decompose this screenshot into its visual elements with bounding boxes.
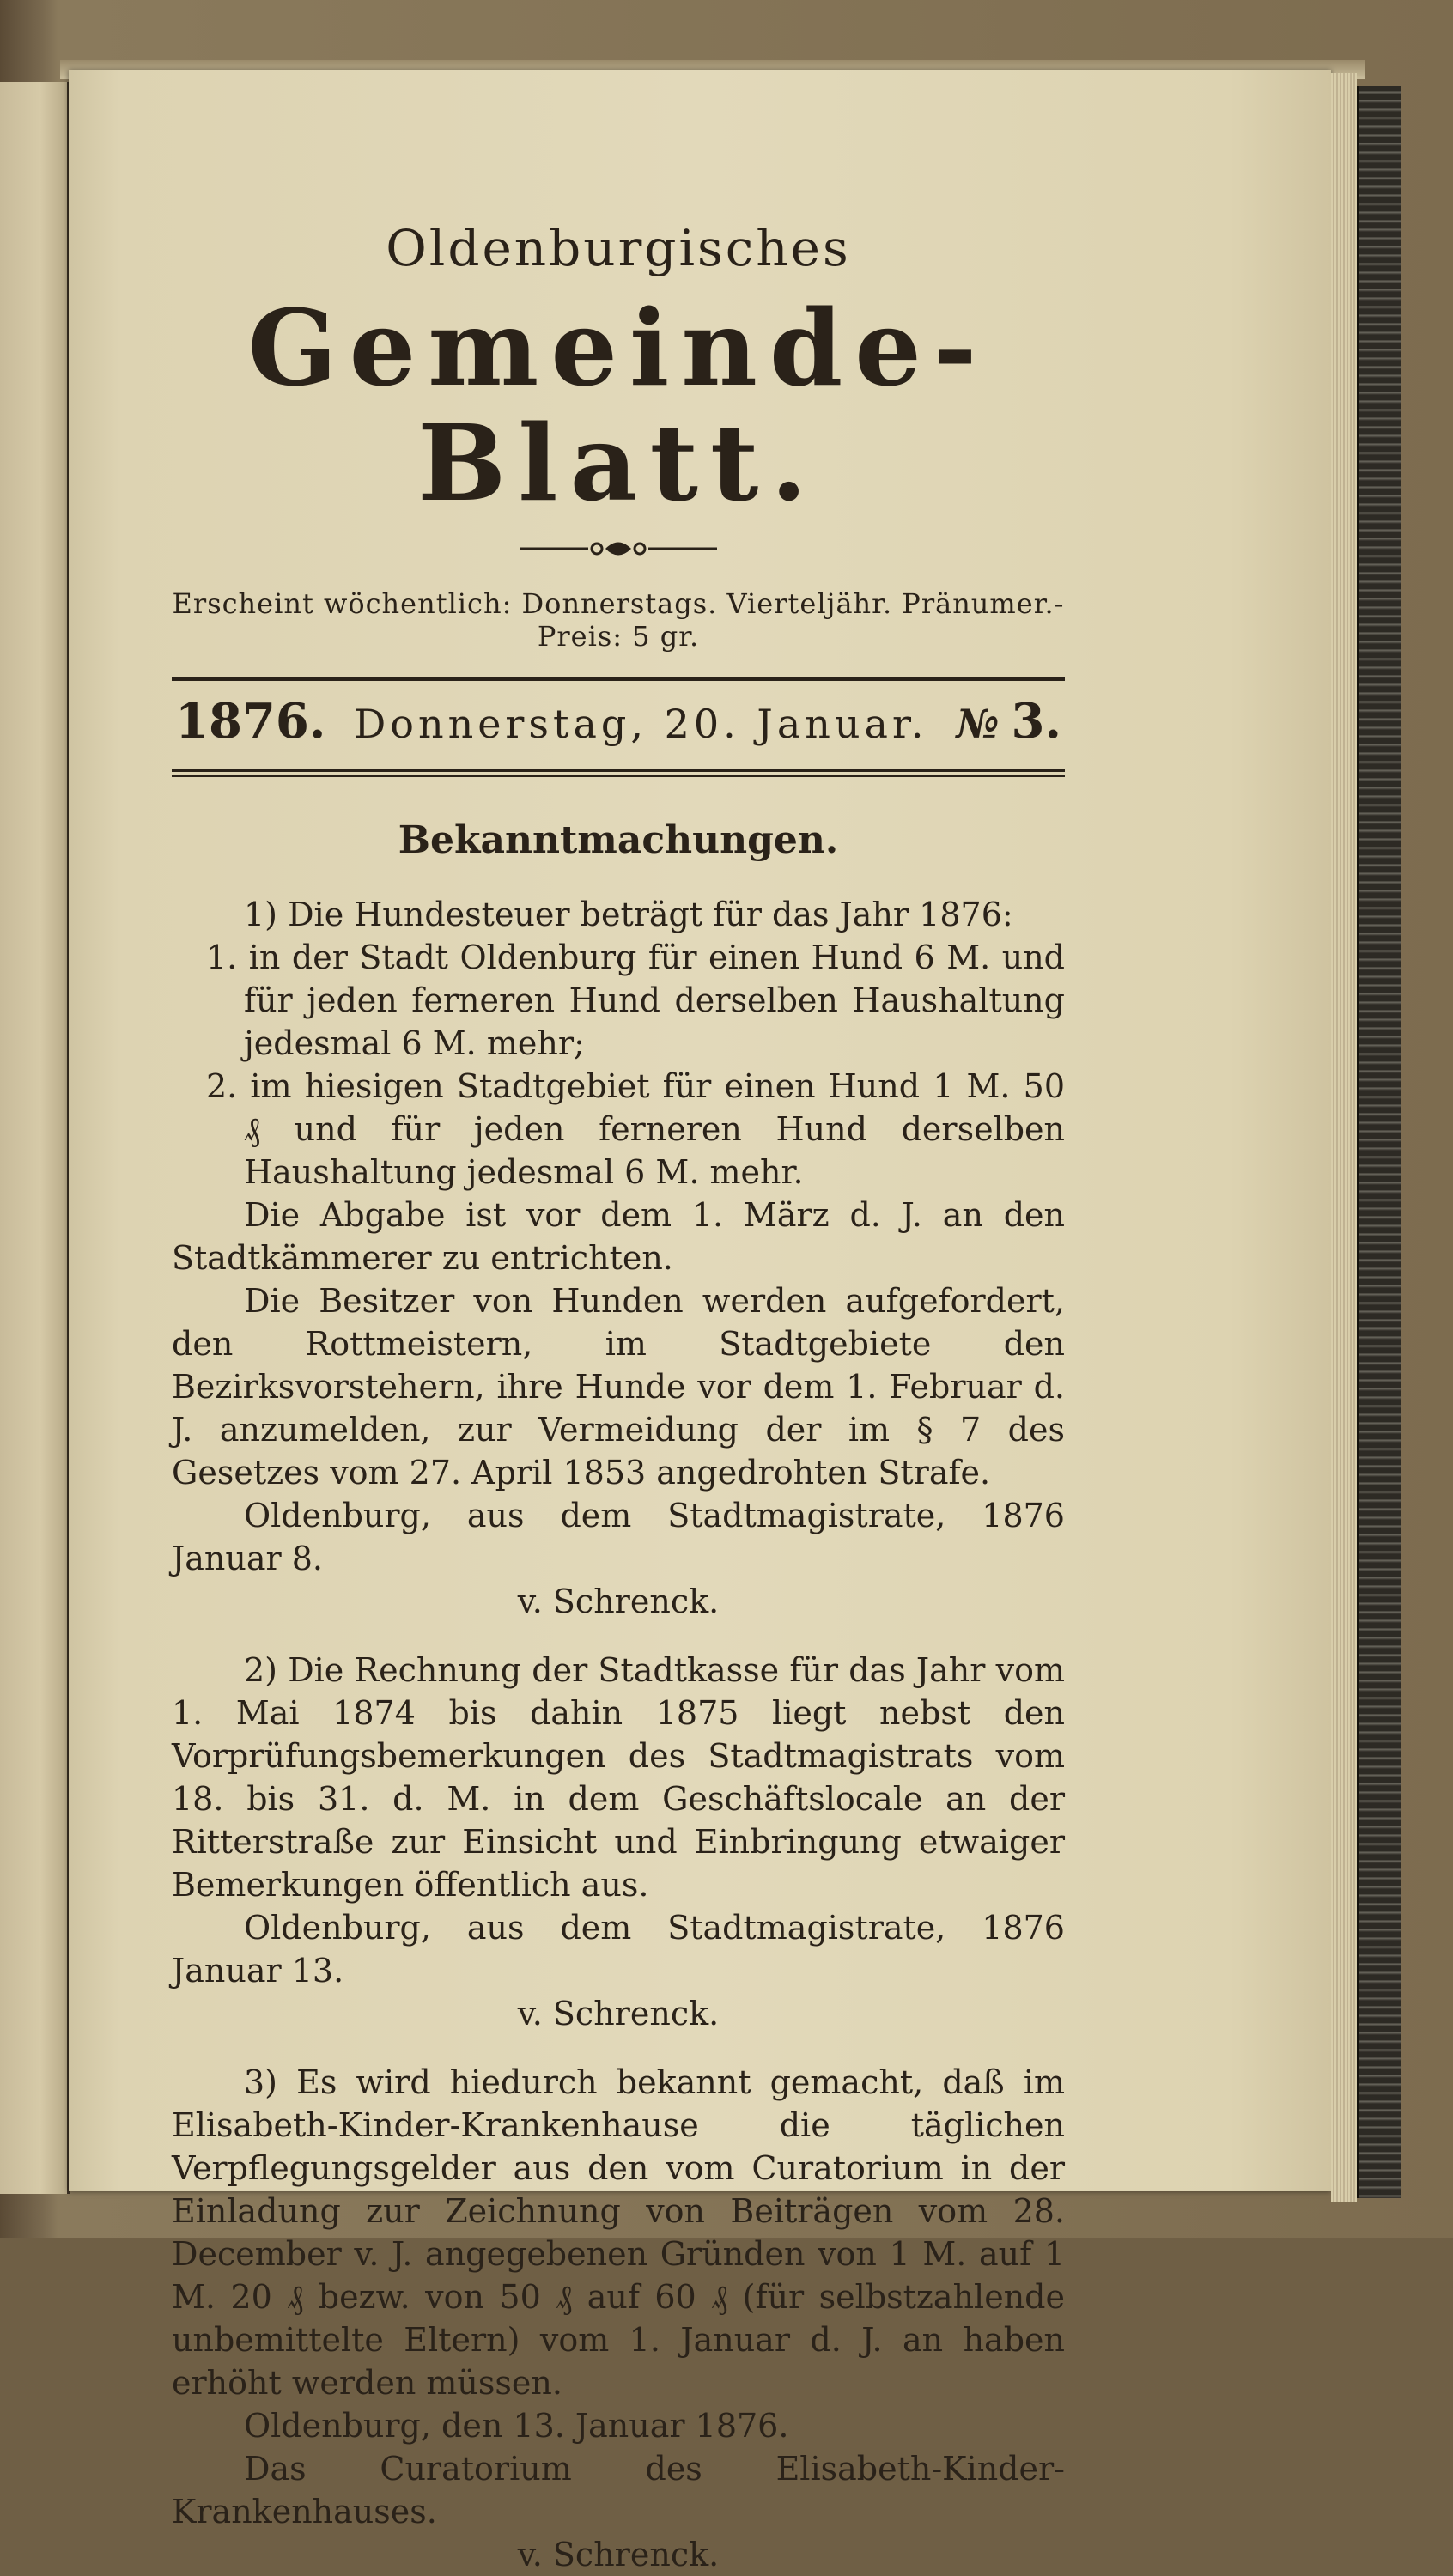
notice-1-paragraph: Die Abgabe ist vor dem 1. März d. J. an den Stadtkämmerer zu entrichten.: [172, 1196, 1065, 1278]
notice-3-signature: v. Schrenck.: [517, 2536, 720, 2574]
notices: [172, 893, 1065, 2576]
notice-2-place-date: Oldenburg, aus dem Stadtmagistrate, 1876 Januar 13.: [172, 1909, 1065, 1990]
ornament-icon: [520, 536, 717, 562]
rule: [172, 677, 1065, 681]
ornament-divider: [172, 536, 1065, 562]
number-sign: №: [956, 701, 1000, 748]
notice-1-paragraph: Die Besitzer von Hunden werden aufgefordert, den Rottmeistern, im Stadtgebiete den Bezirksvorstehern, ihre Hunde vor dem 1. Februar d. J. anzumelden, zur Vermeidung der im § 7 des Gesetzes vom 27. April 1853 angedrohten Strafe.: [172, 1282, 1065, 1492]
notice-2-text: 2) Die Rechnung der Stadtkasse für das Jahr vom 1. Mai 1874 bis dahin 1875 liegt nebst den Vorprüfungsbemerkungen des Stadtmagistrats vom 18. bis 31. d. M. in dem Geschäftslocale an der Ritterstraße zur Einsicht und Einbringung etwaiger Bemerkungen öffentlich aus.: [172, 1651, 1065, 1905]
rule: [172, 775, 1065, 777]
notice-1-signature: v. Schrenck.: [517, 1583, 720, 1621]
section-title: Bekanntmachungen.: [398, 818, 839, 863]
issue-number: [957, 693, 1061, 750]
notice-1-place-date: Oldenburg, aus dem Stadtmagistrate, 1876 Januar 8.: [172, 1497, 1065, 1578]
notice-3-place-date: Oldenburg, den 13. Januar 1876.: [244, 2407, 789, 2445]
previous-page-edge: [0, 82, 70, 2194]
book-spine: [1357, 86, 1401, 2198]
issue-year: 1876.: [175, 693, 326, 750]
masthead: [172, 219, 1065, 653]
notice-2-signature: v. Schrenck.: [517, 1995, 720, 2033]
issue-date: Donnerstag, 20. Januar.: [354, 701, 928, 748]
notice-3-text: 3) Es wird hiedurch bekannt gemacht, daß im Elisabeth-Kinder-Krankenhause die täglichen Verpflegungsgelder aus den vom Curatorium in der Einladung zur Zeichnung von Beiträgen vom 28. December v. J. angegebenen Gründen von 1 M. auf 1 M. 20 ₰ bezw. von 50 ₰ auf 60 ₰ (für selbstzahlende unbemittelte Eltern) vom 1. Januar d. J. an haben erhöht werden müssen.: [172, 2063, 1065, 2403]
notice-1-item-1: 1. in der Stadt Oldenburg für einen Hund 6 M. und für jeden ferneren Hund derselben Haushaltung jedesmal 6 M. mehr;: [206, 939, 1065, 1063]
notice-1-intro: 1) Die Hundesteuer beträgt für das Jahr 1876:: [244, 896, 1013, 934]
notice-3-issuer: Das Curatorium des Elisabeth-Kinder-Krankenhauses.: [172, 2450, 1065, 2531]
issue-line: [172, 693, 1065, 750]
page-content: [172, 219, 1065, 2576]
rule: [172, 769, 1065, 772]
page-stack-edge: [1331, 73, 1357, 2202]
notice-1-item-2: 2. im hiesigen Stadtgebiet für einen Hund 1 M. 50 ₰ und für jeden ferneren Hund derselben Haushaltung jedesmal 6 M. mehr.: [206, 1067, 1065, 1192]
subscription-info: Erscheint wöchentlich: Donnerstags. Vierteljähr. Pränumer.-Preis: 5 gr.: [172, 587, 1065, 653]
masthead-top-line: Oldenburgisches: [386, 219, 851, 277]
masthead-title: Gemeinde-Blatt.: [247, 286, 989, 526]
issue-number-value: 3.: [1011, 693, 1061, 750]
